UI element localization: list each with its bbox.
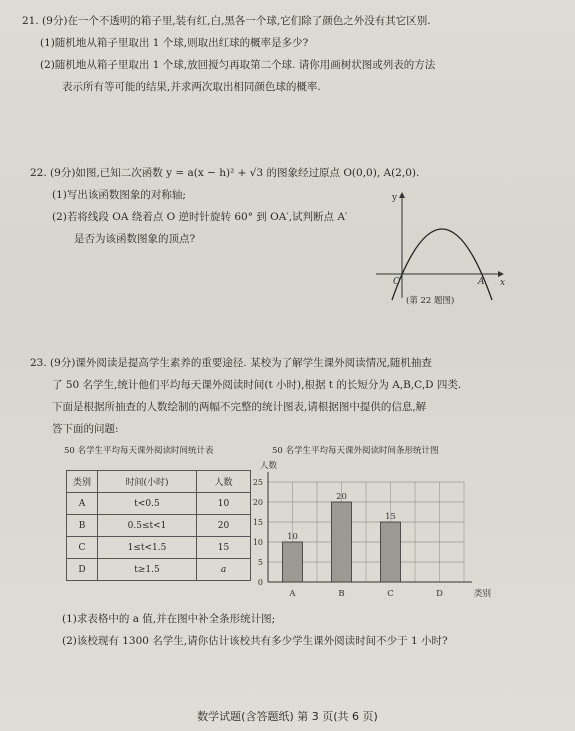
q21-stem: 21. (9分)在一个不透明的箱子里,装有红,白,黑各一个球,它们除了颜色之外没有其它区别.	[22, 15, 431, 27]
table-cell: 20	[197, 515, 251, 537]
x-axis-label: 类别	[474, 589, 492, 599]
x-axis-arrow	[498, 271, 504, 277]
q21-part2-line1: (2)随机地从箱子里取出 1 个球,放回搅匀再取第二个球. 请你用画树状图或列表的方法	[40, 59, 436, 71]
table-cell: A	[67, 493, 98, 515]
table-cell: t≥1.5	[98, 559, 197, 581]
q22-stem: 22. (9分)如图,已知二次函数 y = a(x − h)² + √3 的图象经过原点 O(0,0), A(2,0).	[30, 167, 420, 179]
page-footer: 数学试题(含答题纸) 第 3 页(共 6 页)	[197, 710, 378, 723]
q22-part2-line2: 是否为该函数图象的顶点?	[74, 233, 196, 245]
point-a-label: A	[478, 277, 485, 287]
y-tick-label: 25	[252, 478, 263, 487]
y-tick-label: 10	[252, 538, 263, 547]
q23-stem-line2: 了 50 名学生,统计他们平均每天课外阅读时间(t 小时),根据 t 的长短分为 A,B,C,D 四类.	[52, 379, 462, 391]
bar-data-label: 20	[336, 492, 347, 502]
y-tick-label: 5	[257, 558, 263, 567]
q23-question1: (1)求表格中的 a 值,并在图中补全条形统计图;	[62, 613, 276, 625]
bar	[332, 502, 352, 582]
bar	[283, 542, 303, 582]
q21-part1: (1)随机地从箱子里取出 1 个球,则取出红球的概率是多少?	[40, 37, 309, 49]
q23-stem-line4: 答下面的问题:	[52, 423, 119, 435]
q22-part1: (1)写出该函数图象的对称轴;	[52, 189, 186, 201]
x-axis-label: x	[500, 278, 506, 288]
x-tick-label: D	[436, 589, 443, 599]
q22-parabola-figure	[370, 188, 510, 303]
table-cell: 1≤t<1.5	[98, 537, 197, 559]
y-axis-label: 人数	[260, 461, 278, 471]
y-axis-label: y	[392, 193, 398, 203]
q21-part2-line2: 表示所有等可能的结果,并求两次取出相同颜色球的概率.	[62, 81, 321, 93]
table-row	[67, 515, 251, 537]
q23-question2: (2)该校现有 1300 名学生,请你估计该校共有多少学生课外阅读时间不少于 1 小时?	[62, 635, 448, 647]
table-header-row	[67, 471, 251, 493]
table-cell: C	[67, 537, 98, 559]
q22-part2-line1: (2)若将线段 OA 绕着点 O 逆时针旋转 60° 到 OA′,试判断点 A′	[52, 211, 348, 223]
chart-title: 50 名学生平均每天课外阅读时间条形统计图	[272, 446, 439, 456]
bar-chart	[240, 456, 510, 614]
origin-label: O	[393, 277, 401, 287]
table-cell: a	[197, 559, 251, 581]
q22-figure-caption: (第 22 题图)	[406, 296, 455, 306]
table-header-cell: 人数	[197, 471, 251, 493]
table-row	[67, 537, 251, 559]
table-header-cell: 时间(小时)	[98, 471, 197, 493]
y-tick-label: 20	[252, 498, 263, 507]
table-title: 50 名学生平均每天课外阅读时间统计表	[64, 446, 214, 456]
parabola-curve	[392, 229, 492, 300]
y-tick-label: 15	[252, 518, 263, 527]
y-axis-arrow	[399, 192, 405, 198]
q23-stem-line1: 23. (9分)课外阅读是提高学生素养的重要途径. 某校为了解学生课外阅读情况,随机抽查	[30, 357, 432, 369]
table-cell: t<0.5	[98, 493, 197, 515]
q23-stem-line3: 下面是根据所抽查的人数绘制的两幅不完整的统计图表,请根据图中提供的信息,解	[52, 401, 427, 413]
table-cell: B	[67, 515, 98, 537]
frequency-table	[66, 470, 251, 581]
y-tick-label: 0	[257, 578, 263, 587]
table-row	[67, 493, 251, 515]
bar-data-label: 15	[385, 512, 396, 522]
table-cell: 15	[197, 537, 251, 559]
bar-data-label: 10	[287, 532, 298, 542]
x-tick-label: B	[338, 589, 345, 599]
bar	[381, 522, 401, 582]
x-tick-label: A	[289, 589, 296, 599]
table-cell: D	[67, 559, 98, 581]
x-tick-label: C	[387, 589, 394, 599]
table-row	[67, 559, 251, 581]
table-cell: 0.5≤t<1	[98, 515, 197, 537]
table-header-cell: 类别	[67, 471, 98, 493]
table-cell: 10	[197, 493, 251, 515]
